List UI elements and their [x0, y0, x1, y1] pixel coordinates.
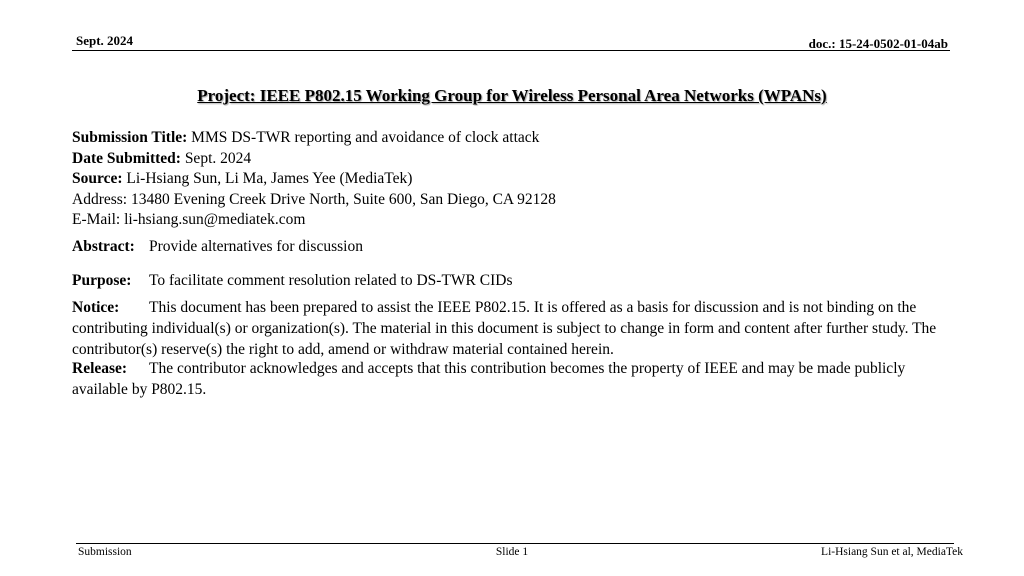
source-label: Source:: [72, 170, 123, 187]
date-submitted-label: Date Submitted:: [72, 149, 181, 167]
address-row: Address: 13480 Evening Creek Drive North, Suite 600, San Diego, CA 92128: [72, 190, 556, 208]
purpose-label: Purpose:: [72, 272, 132, 289]
project-title: Project: IEEE P802.15 Working Group for Wireless Personal Area Networks (WPANs): [197, 86, 827, 105]
footer-slide-number: Slide 1: [495, 546, 529, 558]
purpose-text: To facilitate comment resolution related to DS-TWR CIDs: [149, 272, 513, 289]
abstract-label: Abstract:: [72, 238, 135, 255]
release-label: Release:: [72, 360, 128, 377]
email-row: E-Mail: li-hsiang.sun@mediatek.com: [72, 211, 306, 228]
submission-title-label: Submission Title:: [72, 129, 188, 146]
footer-submission: Submission: [78, 546, 132, 558]
footer-divider: [76, 543, 954, 544]
footer-author: Li-Hsiang Sun et al, MediaTek: [821, 546, 963, 558]
date-submitted-value: Sept. 2024: [184, 149, 252, 167]
source-value: Li-Hsiang Sun, Li Ma, James Yee (MediaTek): [126, 170, 413, 187]
release-text: The contributor acknowledges and accepts that this contribution becomes the property of IEEE and may be made publicly available by P802.15.: [72, 360, 906, 398]
header-doc-id: doc.: 15-24-0502-01-04ab: [808, 36, 948, 51]
abstract-section: [72, 236, 952, 257]
notice-text: This document has been prepared to assist the IEEE P802.15. It is offered as a basis for discussion and is not binding on the contributing individual(s) or organization(s). The material in this document is subject to change in form and content after further study. The contributor(s) reserve(s) the right to add, amend or withdraw material contained herein.: [72, 299, 937, 358]
header-divider: [72, 50, 950, 51]
submission-info: [72, 128, 952, 231]
submission-title-row: [72, 128, 952, 149]
purpose-section: [72, 270, 952, 291]
notice-label: Notice:: [72, 299, 120, 316]
source-row: [72, 169, 952, 190]
release-section: [72, 358, 952, 400]
notice-section: [72, 297, 952, 360]
header-date: Sept. 2024: [76, 33, 134, 48]
submission-title-value: MMS DS-TWR reporting and avoidance of clock attack: [191, 129, 540, 146]
date-submitted-row: [72, 149, 952, 170]
abstract-text: Provide alternatives for discussion: [149, 238, 363, 255]
